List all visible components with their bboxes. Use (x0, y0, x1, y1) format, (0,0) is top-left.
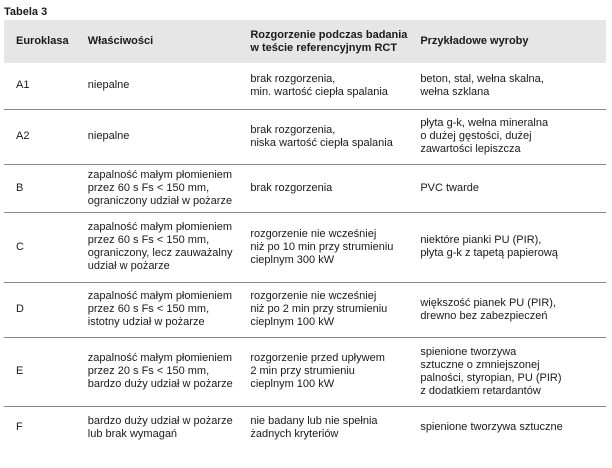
class-cell: C (16, 240, 24, 253)
class-cell: A2 (16, 130, 30, 142)
rct-cell: rozgorzenie nie wcześniej niż po 10 min przy strumieniu cieplnym 300 kW (250, 227, 394, 266)
rct-cell: brak rozgorzenia, niska wartość ciepła spalania (250, 123, 393, 149)
table-row (4, 164, 606, 212)
properties-cell: zapalność małym płomieniem przez 60 s Fs < 150 mm, ograniczony, lecz zauważalny udział w pożarze (87, 221, 233, 272)
properties-cell: zapalność małym płomieniem przez 60 s Fs < 150 mm, istotny udział w pożarze (87, 290, 233, 328)
table-row (4, 212, 606, 282)
products-cell: spienione tworzywa sztuczne (420, 421, 563, 434)
class-cell: A1 (16, 79, 30, 92)
euroclass-table (4, 20, 606, 449)
table-header-row (4, 20, 606, 63)
properties-cell: zapalność małym płomieniem przez 60 s Fs < 150 mm, ograniczony udział w pożarze (87, 168, 233, 207)
rct-cell: nie badany lub nie spełnia żadnych kryteriów (250, 414, 378, 440)
class-cell: F (16, 421, 23, 434)
header-rozgorzenie: Rozgorzenie podczas badania w teście referencyjnym RCT (238, 20, 408, 63)
table-row (4, 337, 606, 406)
class-cell: E (16, 365, 24, 377)
table-caption: Tabela 3 (4, 6, 48, 18)
rct-cell: rozgorzenie przed upływem 2 min przy strumieniu cieplnym 100 kW (250, 352, 385, 390)
header-przykladowe-wyroby: Przykładowe wyroby (408, 20, 606, 63)
properties-cell: bardzo duży udział w pożarze lub brak wymagań (87, 414, 233, 440)
rct-cell: brak rozgorzenia (250, 181, 333, 194)
products-cell: większość pianek PU (PIR), drewno bez zabezpieczeń (420, 296, 557, 322)
properties-cell: niepalne (87, 130, 130, 142)
products-cell: spienione tworzywa sztuczne o zmniejszonej palności, styropian, PU (PIR) z dodatkiem retardantów (420, 345, 562, 397)
table-row (4, 406, 606, 449)
products-cell: beton, stal, wełna skalna, wełna szklana (420, 72, 544, 98)
products-cell: PVC twarde (420, 181, 480, 194)
header-wlasciwosci: Właściwości (76, 20, 239, 63)
properties-cell: zapalność małym płomieniem przez 20 s Fs < 150 mm, bardzo duży udział w pożarze (87, 352, 233, 390)
class-cell: D (16, 303, 24, 315)
rct-cell: rozgorzenie nie wcześniej niż po 2 min przy strumieniu cieplnym 100 kW (250, 290, 388, 328)
products-cell: niektóre pianki PU (PIR), płyta g-k z tapetą papierową (420, 234, 558, 259)
class-cell: B (16, 181, 24, 194)
products-cell: płyta g-k, wełna mineralna o dużej gęstości, dużej zawartości lepiszcza (420, 117, 549, 155)
rct-cell: brak rozgorzenia, min. wartość ciepła spalania (250, 72, 388, 98)
properties-cell: niepalne (87, 79, 130, 92)
header-euroklasa: Euroklasa (4, 20, 76, 63)
table-row (4, 109, 606, 164)
table-row (4, 282, 606, 337)
table-row (4, 63, 606, 109)
